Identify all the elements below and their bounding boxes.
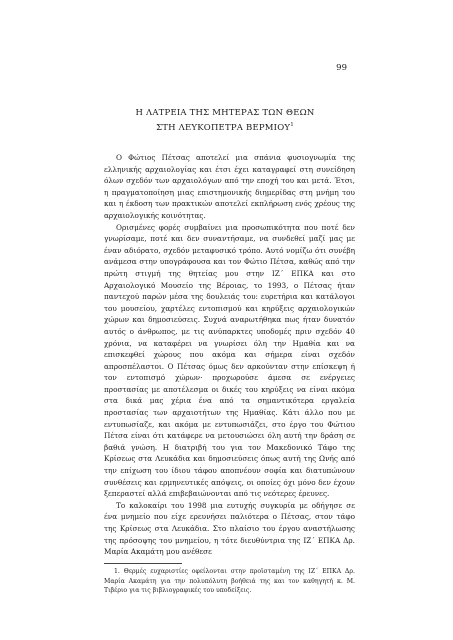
footnote-mark: 1 — [290, 122, 294, 128]
paragraph: Ορισμένες φορές συμβαίνει μια προσωπικότητα που ποτέ δεν γνωρίσαμε, ποτέ και δεν συναντήσαμε, να συνδεθεί μαζί μας με έναν αδιόρατο, σχεδόν μεταφυσικό τρόπο. Αυτό νομίζω ότι συνέβη ανάμεσα στην υπογράφουσα και τον Φώτιο Πέτσα, καθώς από την πρώτη στιγμή της θητείας μου στην ΙΖ΄ ΕΠΚΑ και στο Αρχαιολογικό Μουσείο της Βέροιας, το 1993, ο Πέτσας ήταν παντεχού παρών μέσα της δουλειάς του: ευρετήρια και κατάλογοι του μουσείου, χαρτέλες εντοπισμού και κηρύξεις αρχαιολογικών χώρων και δημοσιεύσεις. Συχνά αναρωτήθηκα πως ήταν δυνατόν αυτός ο άνθρωπος, με τις ανύπαρκτες υποδομές πριν σχεδόν 40 χρόνια, να καταφέρει να γνωρίσει όλη την Ημαθία και να επισκεφθεί χώρους που ακόμα και σήμερα είναι σχεδόν απροσπέλαστοι. Ο Πέτσας όμως δεν αρκούνταν στην επίσκεψη ή τον εντοπισμό χώρων· προχωρούσε άμεσα σε ενέργειες προστασίας με αποτέλεσμα οι δικές του κηρύξεις να είναι ακόμα στα δικά μας χέρια ένα από τα σημαντικότερα εργαλεία προστασίας των αρχαιοτήτων της Ημαθίας. Κάτι άλλο που με εντυπωσίαζε, και ακόμα με εντυπωσιάζει, στο έργο του Φώτιου Πέτσα είναι ότι κατάφερε να μετουσιώσει όλη αυτή την δράση σε βαθιά γνώση. Η διατριβή του για τον Μακεδονικό Τάφο της Κρίσεως στα Λευκάδια και δημοσιεύσεις όπως αυτή της Ωνής από την επίχωση του ίδιου τάφου αποπνέουν σοφία και διατυπώνουν συνθέσεις και ερμηνευτικές απόψεις, οι οποίες όχι μόνο δεν έχουν ξεπεραστεί αλλά επιβεβαιώνονται από τις νεότερες έρευνες. — [104, 222, 355, 499]
article-title — [70, 107, 380, 134]
footnote — [104, 567, 355, 596]
paragraph: Το καλοκαίρι του 1998 μια ευτυχής συγκυρία με οδήγησε σε ένα μνημείο που είχε ερευνήσει παλιότερα ο Πέτσας, στον τάφο της Κρίσεως στα Λευκάδια. Στο πλαίσιο του έργου αναστήλωσης της πρόσοψης του μνημείου, η τότε διευθύντρια της ΙΖ΄ ΕΠΚΑ Δρ. Μαρία Ακαμάτη μου ανέθεσε — [104, 500, 355, 557]
page-number: 99 — [336, 63, 347, 73]
paragraph: Ο Φώτιος Πέτσας αποτελεί μια σπάνια φυσιογνωμία της ελληνικής αρχαιολογίας και έτσι έχει καταγραφεί στη συνείδηση όλων σχεδόν των αρχαιολόγων από την εποχή του και μετά. Έτσι, η πραγματοποίηση μιας επιστημονικής διημερίδας στη μνήμη του και η έκδοση των πρακτικών αποτελεί εκπλήρωση ενός χρέους της αρχαιολογικής κοινότητας. — [104, 153, 355, 220]
footnote-text: 1. Θερμές ευχαριστίες οφείλονται στην προϊσταμένη της ΙΖ΄ ΕΠΚΑ Δρ. Μαρία Ακαμάτη για την πολυπόλυτη βοήθειά της και τον καθηγητή κ. Μ. Τιβέριο για τις βιβλιογραφικές του υποδείξεις. — [104, 568, 355, 594]
article-body — [104, 152, 355, 558]
title-line-1: Η ΛΑΤΡΕΙΑ ΤΗΣ ΜΗΤΕΡΑΣ ΤΩΝ ΘΕΩΝ — [135, 108, 315, 118]
footnote-divider — [104, 563, 182, 564]
title-line-2-text: ΣΤΗ ΛΕΥΚΟΠΕΤΡΑ ΒΕΡΜΙΟΥ — [156, 122, 291, 133]
title-line-2 — [70, 119, 380, 134]
